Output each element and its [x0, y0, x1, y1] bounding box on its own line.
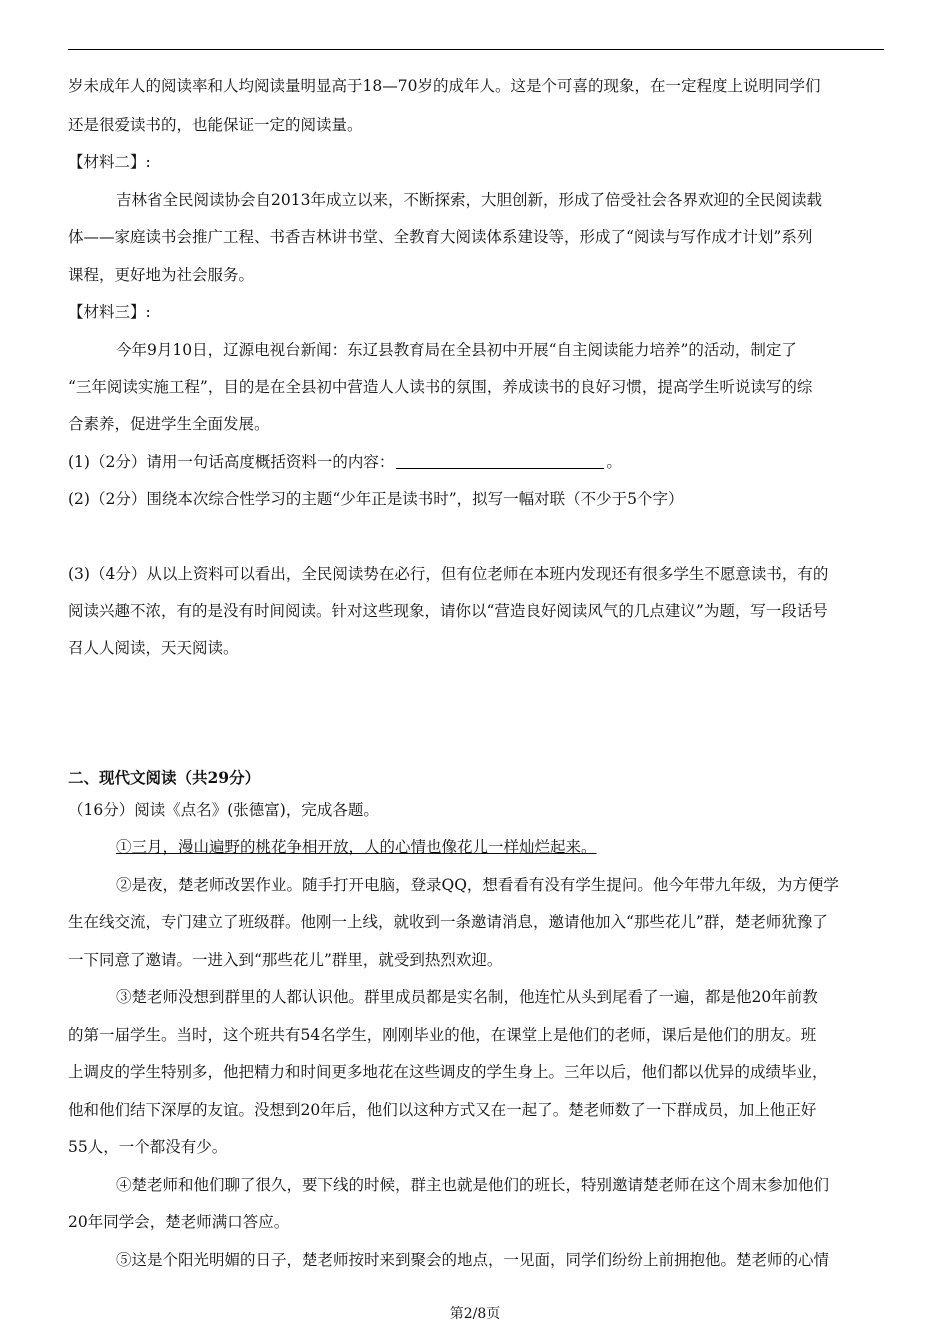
material2-line-3: 课程，更好地为社会服务。	[68, 266, 255, 284]
paragraph-1-text: ①三月，漫山遍野的桃花争相开放，人的心情也像花儿一样灿烂起来。	[116, 838, 597, 856]
paragraph-3-line-4: 他和他们结下深厚的友谊。没想到20年后，他们以这种方式又在一起了。楚老师数了一下群成员，加上他正好	[68, 1101, 817, 1119]
material3-line-2: “三年阅读实施工程”，目的是在全县初中营造人人读书的氛围，养成读书的良好习惯，提高学生听说读写的综	[68, 378, 813, 396]
question-1-text: (1)（2分）请用一句话高度概括资料一的内容：	[68, 453, 395, 471]
material2-line-2: 体——家庭读书会推广工程、书香吉林讲书堂、全教育大阅读体系建设等，形成了“阅读与写作成才计划”系列	[68, 228, 813, 246]
question-1	[68, 452, 884, 472]
material2-line-1: 吉林省全民阅读协会自2013年成立以来，不断探索，大胆创新，形成了倍受社会各界欢迎的全民阅读载	[116, 191, 822, 209]
paragraph-4-line-1: ④楚老师和他们聊了很久，要下线的时候，群主也就是他们的班长，特别邀请楚老师在这个周末参加他们	[116, 1176, 830, 1194]
section-2-heading: 二、现代文阅读（共29分）	[68, 768, 261, 787]
paragraph-3-line-2: 的第一届学生。当时，这个班共有54名学生，刚刚毕业的他，在课堂上是他们的老师，课后是他们的朋友。班	[68, 1026, 817, 1044]
question-3-line-3: 召人人阅读，天天阅读。	[68, 639, 239, 657]
paragraph-2-line-1: ②是夜，楚老师改罢作业。随手打开电脑，登录QQ，想看看有没有学生提问。他今年带九年级，为方便学	[116, 876, 839, 894]
section-2-intro: （16分）阅读《点名》(张德富)，完成各题。	[68, 801, 379, 819]
question-1-end: 。	[606, 453, 622, 471]
page-number: 第2/8页	[449, 1306, 501, 1322]
material3-line-1: 今年9月10日，辽源电视台新闻：东辽县教育局在全县初中开展“自主阅读能力培养”的活动，制定了	[116, 341, 797, 359]
paragraph-1	[116, 837, 884, 857]
material1-line-2: 还是很爱读书的，也能保证一定的阅读量。	[68, 116, 363, 134]
paragraph-3-line-3: 上调皮的学生特别多，他把精力和时间更多地花在这些调皮的学生身上。三年以后，他们都以优异的成绩毕业，	[68, 1063, 828, 1081]
paragraph-2-line-2: 生在线交流，专门建立了班级群。他刚一上线，就收到一条邀请消息，邀请他加入“那些花儿”群，楚老师犹豫了	[68, 913, 828, 931]
question-3-line-1: (3)（4分）从以上资料可以看出，全民阅读势在必行，但有位老师在本班内发现还有很多学生不愿意读书，有的	[68, 565, 829, 583]
paragraph-3-line-5: 55人，一个都没有少。	[68, 1138, 228, 1156]
question-2: (2)（2分）围绕本次综合性学习的主题“少年正是读书时”，拟写一幅对联（不少于5个字）	[68, 490, 684, 508]
answer-blank[interactable]	[396, 454, 604, 469]
material1-line-1: 岁未成年人的阅读率和人均阅读量明显高于18—70岁的成年人。这是个可喜的现象，在一定程度上说明同学们	[68, 77, 821, 95]
header-rule	[68, 49, 884, 50]
paragraph-5-line-1: ⑤这是个阳光明媚的日子，楚老师按时来到聚会的地点，一见面，同学们纷纷上前拥抱他。楚老师的心情	[116, 1251, 830, 1269]
material3-heading: 【材料三】:	[68, 303, 151, 321]
paragraph-3-line-1: ③楚老师没想到群里的人都认识他。群里成员都是实名制，他连忙从头到尾看了一遍，都是他20年前教	[116, 988, 818, 1006]
paragraph-4-line-2: 20年同学会，楚老师满口答应。	[68, 1213, 290, 1231]
paragraph-2-line-3: 一下同意了邀请。一进入到“那些花儿”群里，就受到热烈欢迎。	[68, 951, 503, 969]
material3-line-3: 合素养，促进学生全面发展。	[68, 415, 270, 433]
material2-heading: 【材料二】:	[68, 153, 151, 171]
question-3-line-2: 阅读兴趣不浓，有的是没有时间阅读。针对这些现象，请你以“营造良好阅读风气的几点建议”为题，写一段话号	[68, 602, 828, 620]
